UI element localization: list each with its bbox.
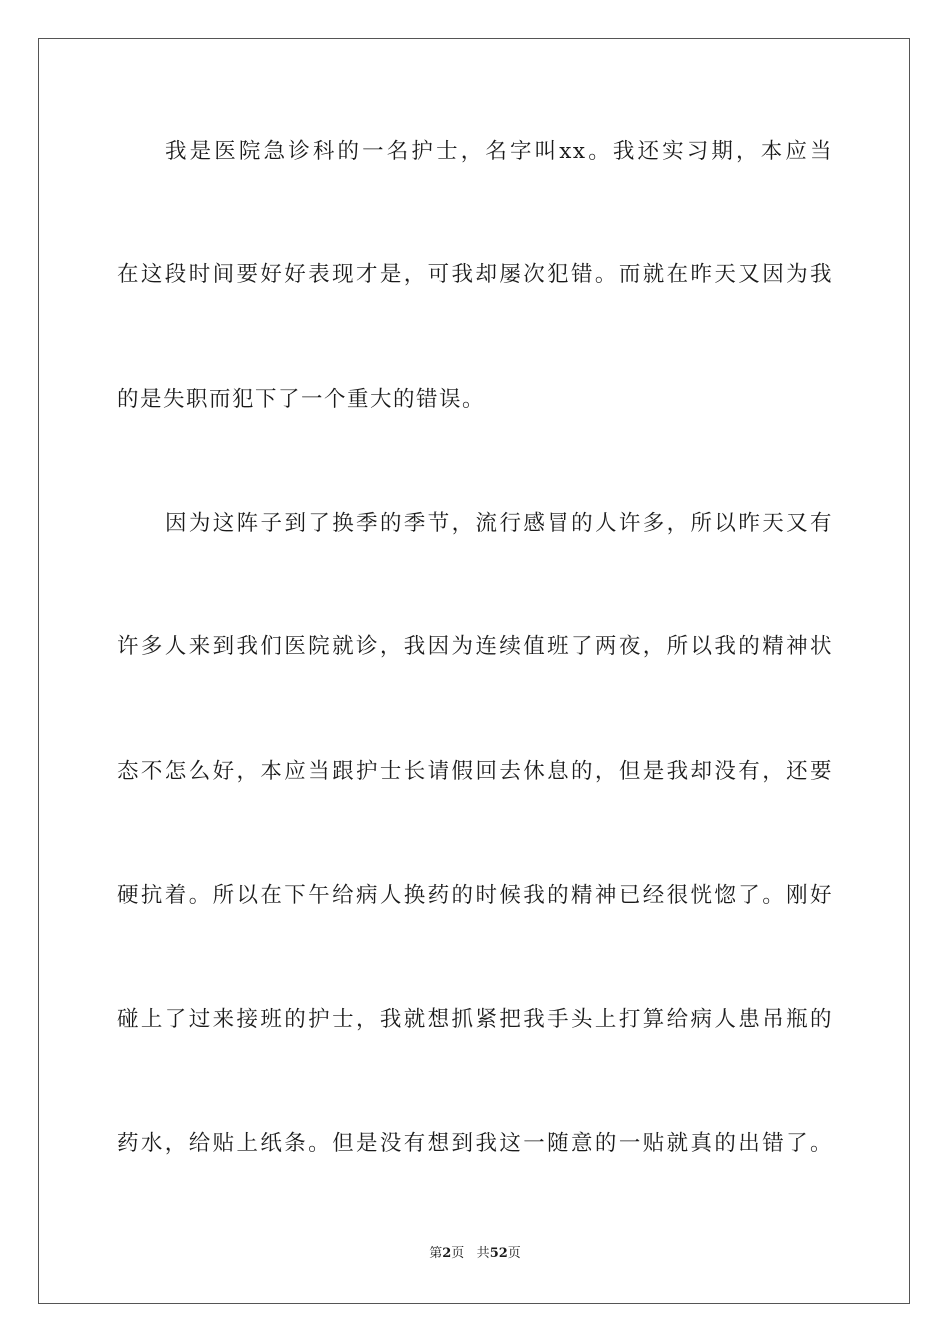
paragraph-1-line-1: 我是医院急诊科的一名护士，名字叫xx。我还实习期，本应当 xyxy=(165,139,833,164)
paragraph-2-line-1: 因为这阵子到了换季的季节，流行感冒的人许多，所以昨天又有 xyxy=(165,511,833,536)
paragraph-2-line-6: 药水，给贴上纸条。但是没有想到我这一随意的一贴就真的出错了。 xyxy=(117,1131,833,1156)
total-pages: 52 xyxy=(489,1246,508,1261)
page-label-suffix: 页 xyxy=(451,1246,465,1261)
paragraph-2-line-4: 硬抗着。所以在下午给病人换药的时候我的精神已经很恍惚了。刚好 xyxy=(117,883,833,908)
paragraph-1-line-3: 的是失职而犯下了一个重大的错误。 xyxy=(117,387,486,412)
paragraph-2-line-5: 碰上了过来接班的护士，我就想抓紧把我手头上打算给病人患吊瓶的 xyxy=(117,1007,833,1032)
page-footer xyxy=(0,1245,950,1263)
paragraph-1-line-2: 在这段时间要好好表现才是，可我却屡次犯错。而就在昨天又因为我 xyxy=(117,262,833,287)
paragraph-2-line-3: 态不怎么好，本应当跟护士长请假回去休息的，但是我却没有，还要 xyxy=(117,759,833,784)
page-number: 2 xyxy=(442,1246,452,1261)
paragraph-2-line-2: 许多人来到我们医院就诊，我因为连续值班了两夜，所以我的精神状 xyxy=(117,634,833,659)
page-label-prefix: 第 xyxy=(429,1246,443,1261)
page-border xyxy=(38,38,910,1304)
total-label-suffix: 页 xyxy=(507,1246,521,1261)
total-label-prefix: 共 xyxy=(476,1246,490,1261)
